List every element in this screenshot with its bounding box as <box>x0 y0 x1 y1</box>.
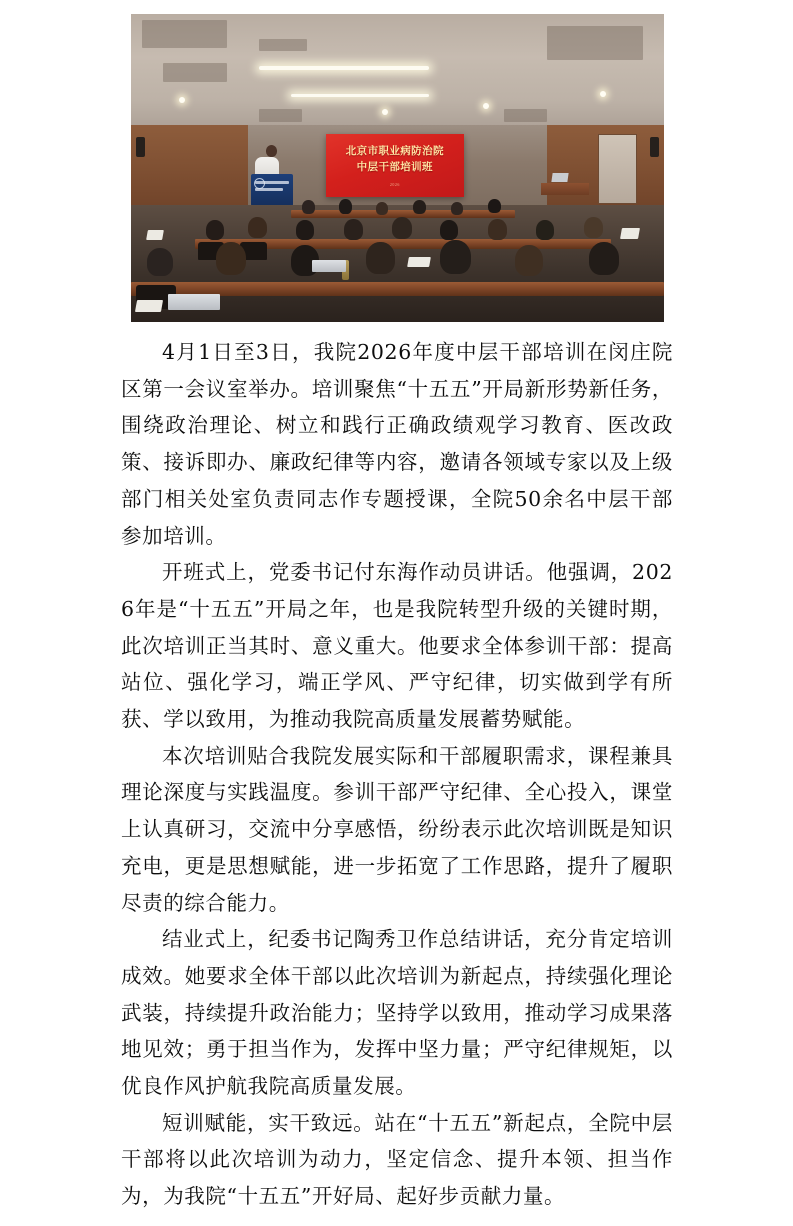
audience-head <box>248 217 267 238</box>
paper-sheet <box>146 230 164 240</box>
banner-subtitle: 2026 <box>389 181 400 187</box>
ceiling-vent <box>504 109 547 121</box>
audience-head <box>366 242 395 274</box>
audience-head <box>302 200 315 214</box>
doorway <box>598 134 637 204</box>
audience-head <box>488 199 501 213</box>
stage-banner <box>326 134 465 197</box>
audience-head <box>296 220 314 240</box>
paper-sheet <box>135 300 163 312</box>
ceiling-light <box>291 94 430 97</box>
laptop <box>312 260 346 272</box>
audience-head <box>589 242 619 275</box>
presenter-head <box>266 145 277 157</box>
podium-text <box>255 181 289 184</box>
ceiling-light <box>259 66 430 70</box>
audience-head <box>392 217 412 239</box>
audience-head <box>515 245 543 276</box>
audience-head <box>536 220 554 240</box>
audience-head <box>413 200 426 214</box>
photo-scene <box>131 14 664 322</box>
side-table <box>541 183 589 195</box>
banner-title-line2: 中层干部培训班 <box>356 161 433 173</box>
paragraph-2: 开班式上，党委书记付东海作动员讲话。他强调，2026年是“十五五”开局之年，也是我院转型升级的关键时期，此次培训正当其时、意义重大。他要求全体参训干部：提高站位、强化学习，端正学风、严守纪律，切实做到学有所获、学以致用，为推动我院高质量发展蓄势赋能。 <box>121 560 673 732</box>
ceiling-panel <box>259 39 307 51</box>
paper-sheet <box>407 257 431 267</box>
audience-head <box>206 220 224 240</box>
ceiling-panel <box>142 20 227 48</box>
paper-sheet <box>620 228 640 239</box>
presenter-laptop <box>551 173 568 182</box>
ceiling-panel <box>163 63 227 81</box>
audience-head <box>376 202 388 215</box>
audience-head <box>339 199 352 214</box>
audience-head <box>216 242 246 275</box>
audience-head <box>451 202 463 215</box>
audience-head <box>584 217 603 238</box>
audience-head <box>440 240 471 274</box>
laptop <box>168 294 220 310</box>
paragraph-5: 短训赋能，实干致远。站在“十五五”新起点，全院中层干部将以此次培训为动力，坚定信念、提升本领、担当作为，为我院“十五五”开好局、起好步贡献力量。 <box>121 1110 673 1209</box>
ceiling-panel <box>547 26 643 60</box>
wall-panel-left <box>131 125 248 217</box>
wall-speaker <box>650 137 659 157</box>
paragraph-3: 本次培训贴合我院发展实际和干部履职需求，课程兼具理论深度与实践温度。参训干部严守纪律、全心投入，课堂上认真研习，交流中分享感悟，纷纷表示此次培训既是知识充电，更是思想赋能，进一步拓宽了工作思路，提升了履职尽责的综合能力。 <box>121 743 673 915</box>
wall-speaker <box>136 137 145 157</box>
downlight <box>600 91 606 97</box>
banner-title-line1: 北京市职业病防治院 <box>345 146 444 158</box>
audience-head <box>440 220 458 240</box>
article-body <box>121 334 673 1215</box>
podium <box>251 174 293 206</box>
ceiling-vent <box>259 109 302 121</box>
paragraph-4: 结业式上，纪委书记陶秀卫作总结讲话，充分肯定培训成效。她要求全体干部以此次培训为新起点，持续强化理论武装，持续提升政治能力；坚持学以致用，推动学习成果落地见效；勇于担当作为，发挥中坚力量；严守纪律规矩，以优良作风护航我院高质量发展。 <box>121 927 673 1099</box>
audience-head <box>344 219 363 240</box>
podium-text <box>255 188 283 191</box>
paragraph-1: 4月1日至3日，我院2026年度中层干部培训在闵庄院区第一会议室举办。培训聚焦“十五五”开局新形势新任务，围绕政治理论、树立和践行正确政绩观学习教育、医改政策、接诉即办、廉政纪律等内容，邀请各领域专家以及上级部门相关处室负责同志作专题授课，全院50余名中层干部参加培训。 <box>121 340 673 548</box>
audience-head <box>488 219 507 240</box>
article-photo <box>131 14 664 322</box>
audience-head <box>147 248 173 276</box>
